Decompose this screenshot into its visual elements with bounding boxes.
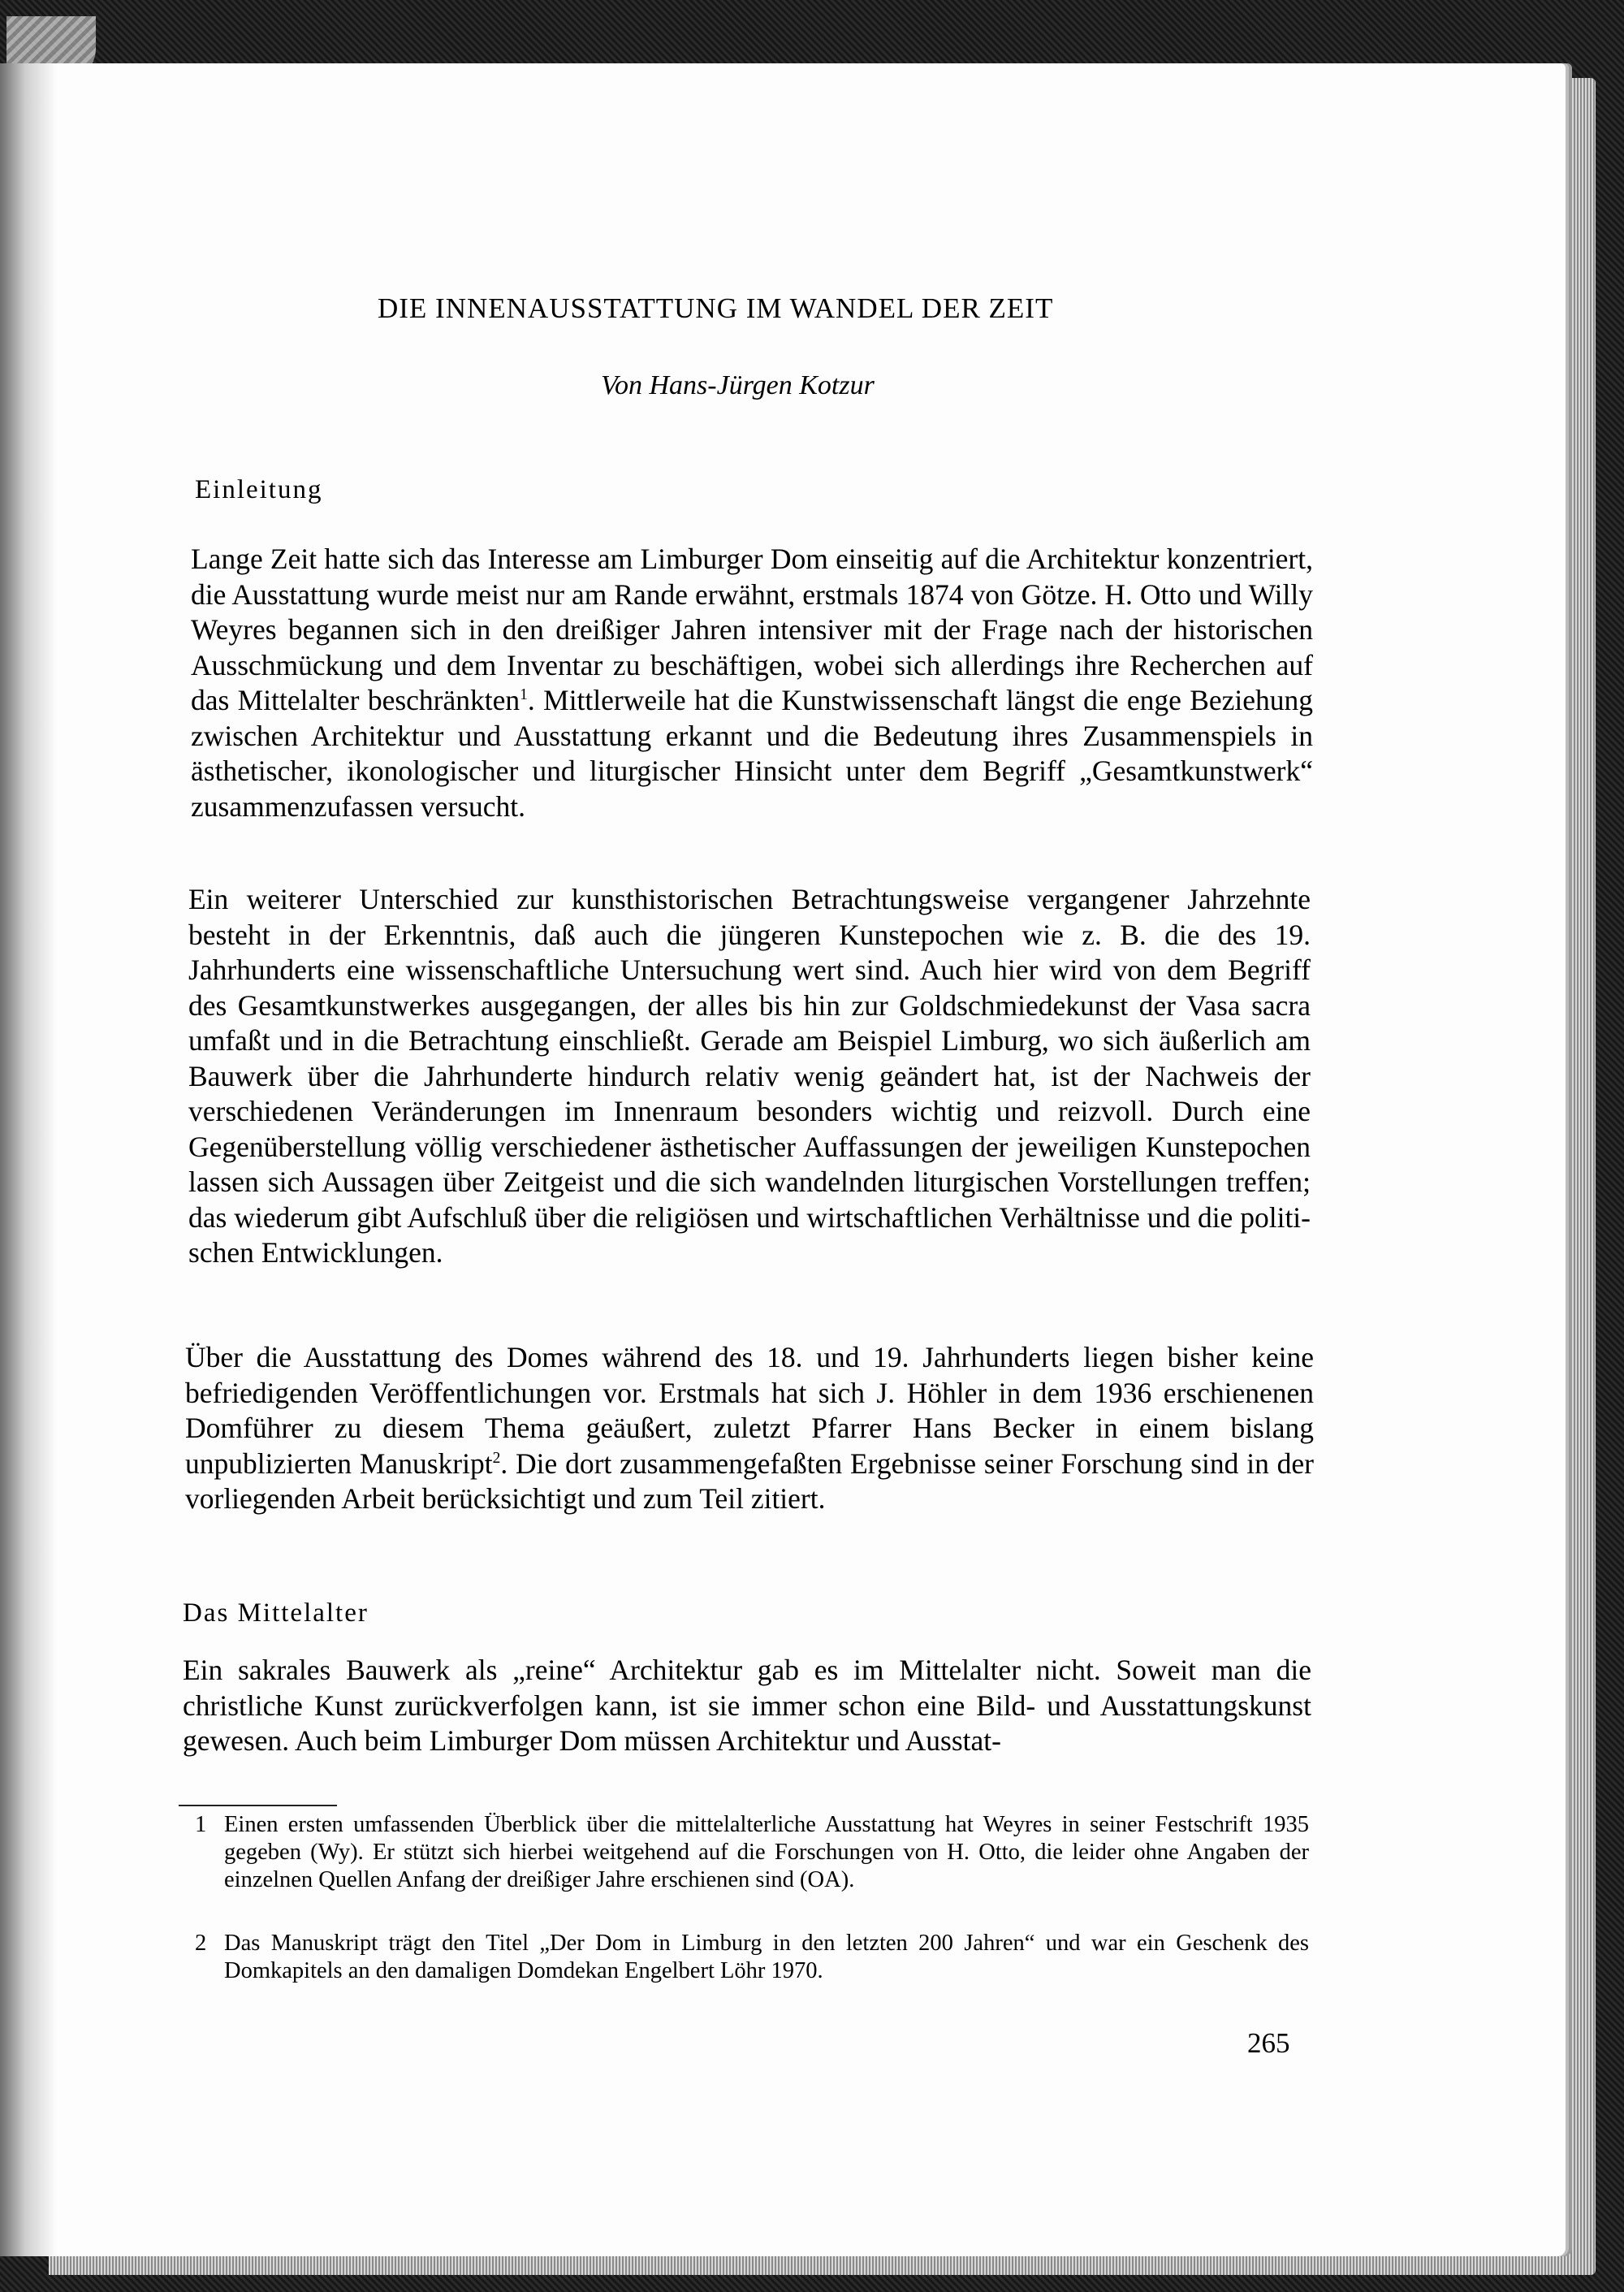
section-heading-mittelalter: Das Mittelalter: [183, 1598, 369, 1628]
page-title: DIE INNENAUSSTATTUNG IM WANDEL DER ZEIT: [378, 292, 1054, 324]
page-gutter: [0, 63, 57, 2256]
paragraph-text: . Mittlerweile hat die Kunstwissenschaft längst die enge Beziehung zwischen Architektur und Ausstattung erkannt und die Bedeutung ihres Zusammenspiels in ästhetischer, ikonologischer und liturgischer Hinsicht unter dem Begriff „Gesamtkunstwerk“ zusammenzufassen versucht.: [191, 684, 1313, 823]
section-heading-einleitung: Einleitung: [195, 475, 323, 504]
page-number: 265: [1247, 2027, 1290, 2059]
footnote-number: 1: [195, 1812, 207, 1837]
author-line: Von Hans-Jürgen Kotzur: [601, 370, 875, 400]
footnote-reference: 1: [520, 686, 528, 704]
paragraph-text: Lange Zeit hatte sich das Interesse am Limburger Dom einseitig auf die Architektur konzentriert, die Ausstattung wurde meist nur am Rande erwähnt, erstmals 1874 von Götze. H. Otto und Willy Weyres begannen sich in den dreißiger Jahren intensiver mit der Frage nach der historischen Ausschmückung und dem Inventar zu beschäftigen, wobei sich allerdings ihre Recherchen auf das Mittelalter beschränkten: [191, 543, 1313, 716]
footnote-text: Das Manuskript trägt den Titel „Der Dom in Limburg in den letzten 200 Jahren“ und war ein Geschenk des Domkapitels an den damaligen Domdekan Engelbert Löhr 1970.: [224, 1931, 1309, 1983]
paragraph-text: . Die dort zusammengefaßten Ergebnisse seiner Forschung sind in der vorliegenden Arbeit berücksichtigt und zum Teil zitiert.: [185, 1447, 1314, 1515]
paragraph-text: Über die Ausstattung des Domes während des 18. und 19. Jahrhunderts liegen bisher keine befriedigenden Veröffentlichungen vor. Erstmals hat sich J. Höhler in dem 1936 erschienenen Domführer zu diesem Thema geäußert, zuletzt Pfarrer Hans Becker in einem bislang unpublizierten Manuskript: [185, 1341, 1314, 1480]
paragraph: [191, 542, 1313, 824]
footnote-reference: 2: [492, 1449, 501, 1467]
footnote-number: 2: [195, 1931, 207, 1956]
paragraph: Ein sakrales Bauwerk als „reine“ Architektur gab es im Mittelalter nicht. Soweit man die christliche Kunst zurückverfolgen kann, ist sie immer schon eine Bild- und Ausstattungskunst gewesen. Auch beim Limburger Dom müssen Architektur und Ausstat-: [183, 1654, 1311, 1757]
paragraph: Ein weiterer Unterschied zur kunsthistorischen Betrachtungsweise vergangener Jahrzehnte besteht in der Erkenntnis, daß auch die jüngeren Kunstepochen wie z. B. die des 19. Jahrhunderts eine wissenschaftliche Untersuchung wert sind. Auch hier wird von dem Begriff des Gesamtkunstwerkes ausgegangen, der alles bis hin zur Goldschmiedekunst der Vasa sacra umfaßt und in die Betrachtung einschließt. Gerade am Beispiel Limburg, wo sich äußerlich am Bauwerk über die Jahrhunderte hindurch relativ wenig geändert hat, ist der Nachweis der verschiedenen Veränderungen im Innenraum besonders wichtig und reizvoll. Durch eine Gegenüberstellung völlig verschiedener ästhetischer Auffassungen der jeweiligen Kunstepochen lassen sich Aussagen über Zeitgeist und die sich wandelnden liturgischen Vorstellungen treffen; das wiederum gibt Aufschluß über die religiösen und wirtschaftlichen Verhältnisse und die politischen Entwicklungen.: [188, 883, 1311, 1269]
footnote-divider: [179, 1805, 337, 1806]
footnote-text: Einen ersten umfassenden Überblick über die mittelalterliche Ausstattung hat Weyres in seiner Festschrift 1935 gegeben (Wy). Er stützt sich hierbei weitgehend auf die Forschungen von H. Otto, die leider ohne Angaben der einzelnen Quellen Anfang der dreißiger Jahre erschienen sind (OA).: [224, 1812, 1309, 1892]
paragraph: [185, 1340, 1314, 1517]
